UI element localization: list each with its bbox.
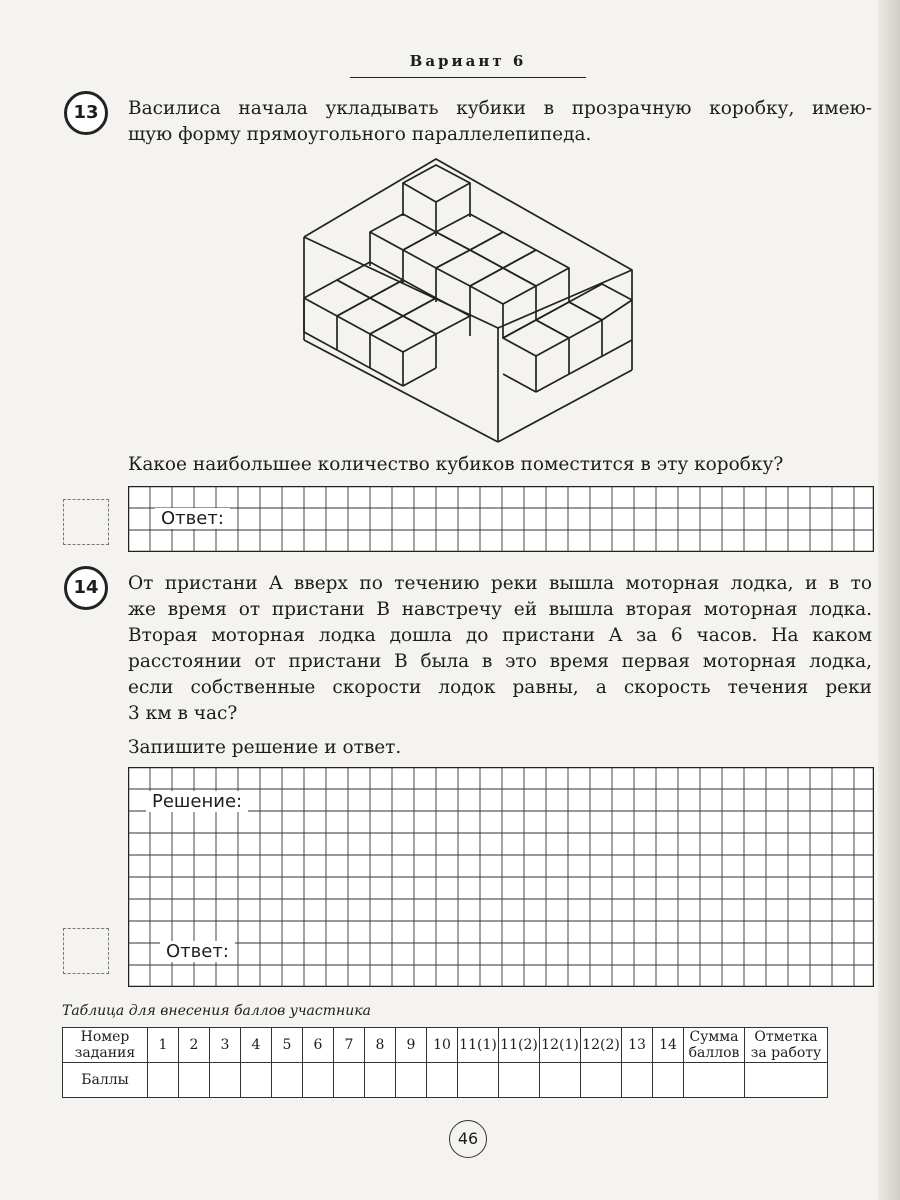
task-14-line-4: расстоянии от пристани B была в это время первая моторная лодка, xyxy=(128,651,872,672)
cube-level1 xyxy=(403,298,470,334)
score-table-col-11(1): 11(1) xyxy=(458,1028,499,1063)
cube-level2 xyxy=(470,232,536,268)
cube-level2 xyxy=(370,214,436,250)
task-14-answer-label: Ответ: xyxy=(160,941,235,962)
score-cell-mark[interactable] xyxy=(745,1063,828,1098)
task-13-answer-grid[interactable] xyxy=(128,486,874,552)
task-14-line-3: Вторая моторная лодка дошла до пристани A за 6 часов. На каком xyxy=(128,625,872,646)
score-cell-5[interactable] xyxy=(272,1063,303,1098)
cube-level1 xyxy=(370,316,436,352)
page-edge-shadow xyxy=(878,0,900,1200)
score-table-col-11(2): 11(2) xyxy=(499,1028,540,1063)
cube-line xyxy=(403,368,436,386)
cube-level1 xyxy=(536,302,602,338)
cube-level1 xyxy=(569,284,632,320)
score-cell-13[interactable] xyxy=(622,1063,653,1098)
score-table-col-4: 4 xyxy=(241,1028,272,1063)
score-cell-1[interactable] xyxy=(148,1063,179,1098)
cube-stack-top xyxy=(403,165,470,202)
score-cell-9[interactable] xyxy=(396,1063,427,1098)
cube-level1 xyxy=(337,262,403,298)
cube-level2 xyxy=(436,250,503,286)
cube-level2 xyxy=(403,232,470,268)
task-13-score-box[interactable] xyxy=(63,499,109,545)
cube-level2 xyxy=(436,214,503,250)
task-13-line-1: Василиса начала укладывать кубики в прозрачную коробку, имею- xyxy=(128,98,872,119)
task-14-line-1: От пристани A вверх по течению реки вышла моторная лодка, и в то xyxy=(128,573,872,594)
task-14-line-6: 3 км в час? xyxy=(128,703,238,724)
score-table-col-10: 10 xyxy=(427,1028,458,1063)
cube-level2 xyxy=(503,250,569,286)
task-14-line-2: же время от пристани B навстречу ей вышла вторая моторная лодка. xyxy=(128,599,872,620)
score-cell-sum[interactable] xyxy=(684,1063,745,1098)
score-cell-11(1)[interactable] xyxy=(458,1063,499,1098)
score-table-col-13: 13 xyxy=(622,1028,653,1063)
score-table-mark-header: Отметка за работу xyxy=(745,1028,828,1063)
score-table-caption: Таблица для внесения баллов участника xyxy=(62,1003,371,1019)
score-table-col-12(1): 12(1) xyxy=(540,1028,581,1063)
box-edge-top-front xyxy=(304,237,498,328)
task-14-text xyxy=(128,571,872,727)
score-table-col-14: 14 xyxy=(653,1028,684,1063)
task-14-score-box[interactable] xyxy=(63,928,109,974)
task-14-solution-label: Решение: xyxy=(146,791,248,812)
task-13-number: 13 xyxy=(64,91,108,135)
score-cell-14[interactable] xyxy=(653,1063,684,1098)
task-13-line-2: щую форму прямоугольного параллелепипеда. xyxy=(128,124,592,145)
score-table-col-5: 5 xyxy=(272,1028,303,1063)
cube-level1 xyxy=(503,320,569,356)
score-table-row-label: Баллы xyxy=(63,1063,148,1098)
cube-line xyxy=(304,332,403,386)
score-table-col-12(2): 12(2) xyxy=(581,1028,622,1063)
score-table-col-1: 1 xyxy=(148,1028,179,1063)
score-cell-3[interactable] xyxy=(210,1063,241,1098)
score-cell-7[interactable] xyxy=(334,1063,365,1098)
score-cell-2[interactable] xyxy=(179,1063,210,1098)
score-table-header-label: Номер задания xyxy=(63,1028,148,1063)
grid-background xyxy=(129,487,874,552)
page-number: 46 xyxy=(449,1120,487,1158)
cube-line xyxy=(536,340,632,392)
score-table-sum-header: Сумма баллов xyxy=(684,1028,745,1063)
score-table-col-2: 2 xyxy=(179,1028,210,1063)
variant-title: Вариант 6 xyxy=(350,52,586,78)
score-cell-12(1)[interactable] xyxy=(540,1063,581,1098)
cube-level1 xyxy=(304,280,370,316)
task-14-line-5: если собственные скорости лодок равны, а скорость течения реки xyxy=(128,677,872,698)
cube-level2 xyxy=(470,268,536,304)
box-edge-top-right xyxy=(498,270,632,328)
score-cell-10[interactable] xyxy=(427,1063,458,1098)
score-cell-12(2)[interactable] xyxy=(581,1063,622,1098)
score-table-col-9: 9 xyxy=(396,1028,427,1063)
cube-line xyxy=(503,302,569,338)
score-cell-11(2)[interactable] xyxy=(499,1063,540,1098)
box-outline-top xyxy=(304,159,632,370)
score-table xyxy=(62,1027,828,1098)
task-13-text xyxy=(128,96,872,148)
task-14-instruction: Запишите решение и ответ. xyxy=(128,737,402,758)
score-cell-6[interactable] xyxy=(303,1063,334,1098)
cube-level1 xyxy=(337,298,403,334)
score-table-col-8: 8 xyxy=(365,1028,396,1063)
score-cell-8[interactable] xyxy=(365,1063,396,1098)
box-edge-front-bottom xyxy=(304,340,498,442)
score-cell-4[interactable] xyxy=(241,1063,272,1098)
score-table-col-3: 3 xyxy=(210,1028,241,1063)
task-13-answer-label: Ответ: xyxy=(155,508,230,529)
box-edge-right-bottom xyxy=(498,370,632,442)
cube-line xyxy=(503,374,536,392)
score-table-col-6: 6 xyxy=(303,1028,334,1063)
task-13-question: Какое наибольшее количество кубиков поместится в эту коробку? xyxy=(128,454,784,475)
task-14-number: 14 xyxy=(64,566,108,610)
score-table-col-7: 7 xyxy=(334,1028,365,1063)
cube-level1 xyxy=(370,280,436,316)
